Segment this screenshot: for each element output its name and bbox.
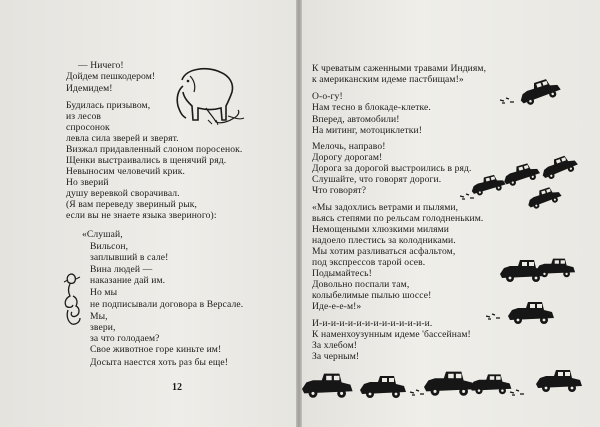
text-line: К чреватым саженными травами Индиям, bbox=[312, 63, 487, 74]
car-icon bbox=[424, 372, 475, 396]
car-icon bbox=[508, 302, 554, 324]
car-icon bbox=[525, 184, 563, 210]
text-line: под экспрессов тарой осев. bbox=[312, 257, 426, 268]
car-icon bbox=[536, 370, 582, 392]
text-line: (Я вам переведу звериный рык, bbox=[66, 199, 198, 210]
text-line: к американским идеме пастбищам!» bbox=[312, 74, 464, 85]
car-icon bbox=[501, 161, 541, 188]
text-line: спросонок bbox=[66, 122, 110, 133]
dust-icon bbox=[460, 194, 474, 199]
text-line: левла сила зверей и зверят. bbox=[66, 133, 179, 144]
car-icon bbox=[539, 152, 580, 181]
text-line: Досыта наестся хоть раз бы еще! bbox=[90, 357, 229, 368]
text-line: заплывший в сале! bbox=[90, 252, 169, 263]
text-line: Вильсон, bbox=[90, 241, 129, 252]
text-line: Дорогу дорогам! bbox=[312, 152, 383, 163]
car-icon bbox=[536, 259, 575, 278]
car-icon bbox=[302, 374, 353, 398]
text-line: Вперед, автомобили! bbox=[312, 114, 400, 125]
dust-icon bbox=[486, 314, 500, 319]
text-line: Мелочь, направо! bbox=[312, 141, 386, 152]
text-line: Мы хотим разливаться асфальтом, bbox=[312, 246, 456, 257]
car-icon bbox=[360, 376, 406, 398]
text-line: не подписывали договора в Версале. bbox=[90, 299, 244, 310]
text-line: за что голодаем? bbox=[90, 333, 160, 344]
text-line: Иде-е-е-м!» bbox=[312, 301, 362, 312]
text-line: Немощеными хлюзкими милями bbox=[312, 224, 450, 235]
text-line: вьясь степями по рельсам голодненьким. bbox=[312, 213, 484, 224]
text-line: О-о-гу! bbox=[312, 91, 343, 102]
text-line: Идемидем! bbox=[66, 83, 113, 94]
text-line: колыбелимые пылью шоссе! bbox=[312, 290, 432, 301]
text-line: Что говорят? bbox=[312, 185, 367, 196]
dust-icon bbox=[500, 98, 514, 103]
text-line: Нам тесно в блокаде-клетке. bbox=[312, 102, 431, 113]
text-line: Но зверий bbox=[66, 177, 109, 188]
text-line: — Ничего! bbox=[78, 60, 124, 71]
text-line: За черным! bbox=[312, 351, 360, 362]
text-line: наказание дай им. bbox=[90, 275, 166, 286]
car-icon bbox=[470, 374, 511, 394]
text-line: звери, bbox=[90, 322, 116, 333]
text-line: душу веревкой своpачивал. bbox=[66, 188, 180, 199]
text-line: Будилась призывом, bbox=[66, 100, 151, 111]
text-line: На митинг, мотоциклетки! bbox=[312, 125, 423, 136]
text-line: если вы не знаете языка звериного): bbox=[66, 210, 217, 221]
dust-icon bbox=[510, 390, 524, 395]
text-line: Дойдем пешкодером! bbox=[66, 71, 156, 82]
text-line: Визжал придавленный слоном поросенок. bbox=[66, 144, 243, 155]
text-line: За хлебом! bbox=[312, 340, 358, 351]
text-line: Дорога за дорогой выстроились в ряд. bbox=[312, 163, 472, 174]
text-line: К наменхоузунным идеме 'бассейнам! bbox=[312, 329, 471, 340]
car-icon bbox=[469, 173, 506, 197]
page-number: 12 bbox=[172, 382, 182, 393]
dust-icon bbox=[410, 390, 424, 395]
text-line: Довольно поспали там, bbox=[312, 279, 410, 290]
text-line: «Слушай, bbox=[82, 229, 123, 240]
text-line: Вина людей — bbox=[90, 264, 153, 275]
text-line: Слушайте, что говорят дороги. bbox=[312, 174, 442, 185]
text-line: «Мы задохлись ветрами и пылями, bbox=[312, 202, 459, 213]
car-icon bbox=[517, 76, 562, 108]
text-line: И-и-и-и-и-и-и-и-и-и-и-и-и-и. bbox=[312, 318, 433, 329]
text-line: Свое животное горе киньте им! bbox=[90, 344, 222, 355]
text-line: Но мы bbox=[90, 287, 118, 298]
text-line: Невыносим человечий крик. bbox=[66, 166, 185, 177]
text-line: из лесов bbox=[66, 111, 101, 122]
text-line: Подымайтесь! bbox=[312, 268, 372, 279]
text-line: Мы, bbox=[90, 311, 108, 322]
text-line: Щенки выстраивались в щенячий ряд. bbox=[66, 155, 227, 166]
text-line: надоело плестись за колодниками. bbox=[312, 235, 456, 246]
